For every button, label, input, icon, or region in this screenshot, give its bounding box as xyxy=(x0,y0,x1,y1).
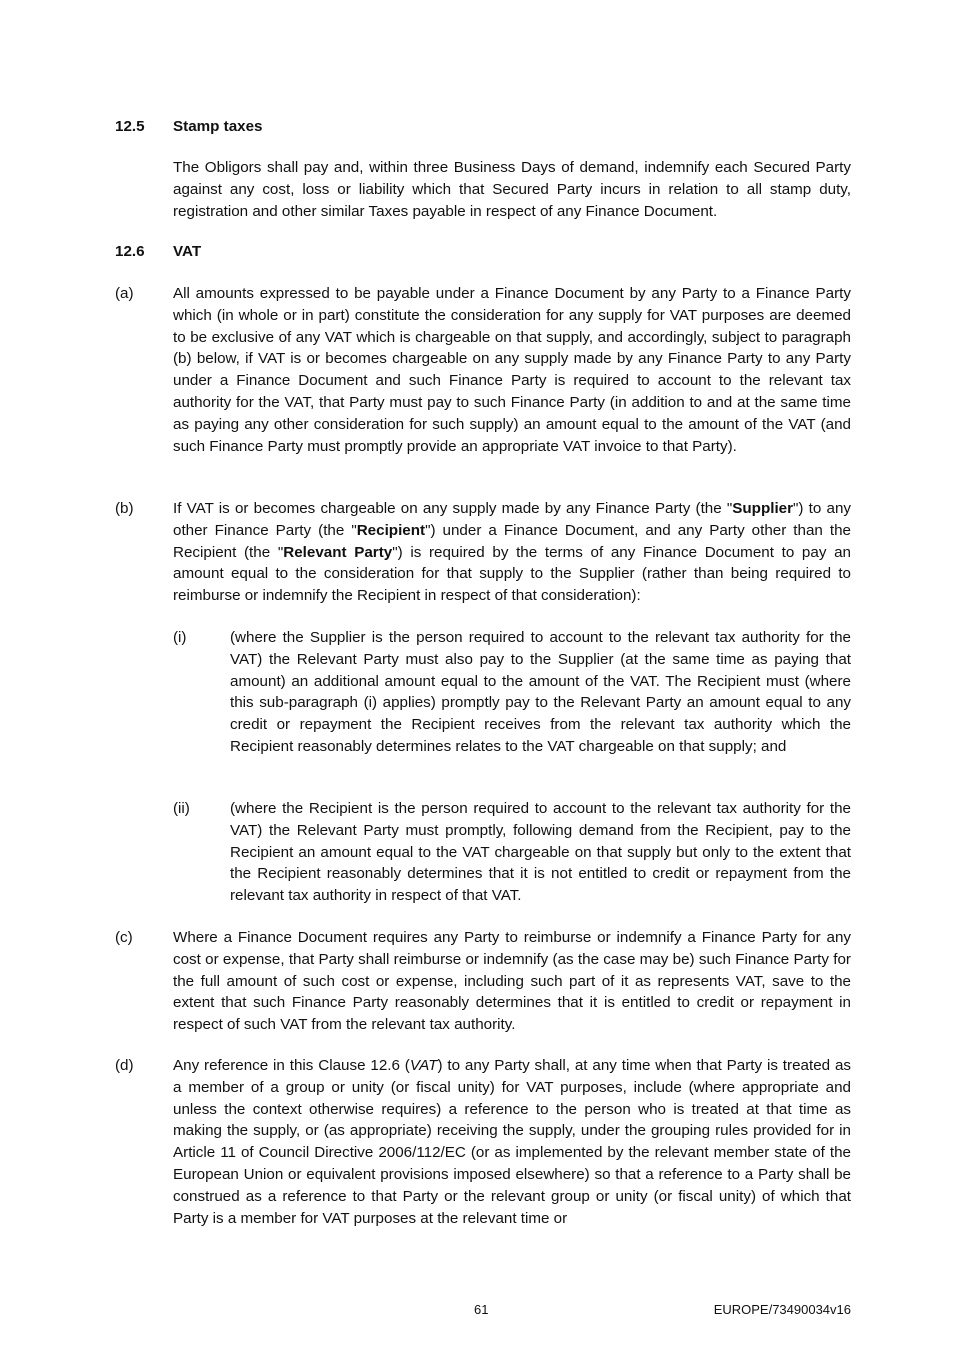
paragraph-label: (d) xyxy=(115,1057,134,1074)
text-run: If VAT is or becomes chargeable on any supply made by any Finance Party (the " xyxy=(173,500,733,517)
subparagraph-label: (ii) xyxy=(173,800,190,817)
section-heading: Stamp taxes xyxy=(173,118,263,135)
text-run: ) to any Party shall, at any time when that Party is treated as a member of a group or unity (or fiscal unity) for VAT purposes, include (where appropriate and unless the context otherwise requires) a reference to the person who is treated at that time as making the supply, or (as appropriate) receiving the supply, under the grouping rules provided for in Article 11 of Council Directive 2006/112/EC (or as implemented by the relevant member state of the European Union or equivalent provisions imposed elsewhere) so that a reference to a Party shall be construed as a reference to that Party or the relevant group or unity (or fiscal unity) of which that Party is a member for VAT purposes at the relevant time or xyxy=(173,1057,851,1227)
page-number: 61 xyxy=(474,1302,489,1317)
paragraph-c: Where a Finance Document requires any Party to reimburse or indemnify a Finance Party for any cost or expense, that Party shall reimburse or indemnify (as the case may be) such Finance Party for the full amount of such cost or expense, including such part of it as represents VAT, save to the extent that such Finance Party reasonably determines that it is entitled to credit or repayment in respect of such VAT from the relevant tax authority. xyxy=(173,929,851,1034)
paragraph-a: All amounts expressed to be payable under a Finance Document by any Party to a Finance Party which (in whole or in part) constitute the consideration for any supply for VAT purposes are deemed to be exclusive of any VAT which is chargeable on that supply, and accordingly, subject to paragraph (b) below, if VAT is or becomes chargeable on any supply made by any Finance Party to any Party under a Finance Document and such Finance Party is required to account to the relevant tax authority for the VAT, that Party must pay to such Finance Party (in addition to and at the same time as paying any other consideration for such supply) an amount equal to the amount of the VAT (and such Finance Party must promptly provide an appropriate VAT invoice to that Party). xyxy=(173,285,851,455)
section-number: 12.5 xyxy=(115,118,145,135)
text-run: ") under a Finance Document, and any Party other than the Recipient (the " xyxy=(173,521,851,561)
text-run: ") to any other Finance Party (the " xyxy=(173,500,851,539)
section-heading: VAT xyxy=(173,243,202,260)
paragraph-b xyxy=(173,498,851,607)
text-run: Any reference in this Clause 12.6 ( xyxy=(173,1057,410,1074)
paragraph-label: (a) xyxy=(115,285,134,302)
text-run: ") is required by the terms of any Finance Document to pay an amount equal to the consideration for that supply to the Supplier (rather than being required to reimburse or indemnify the Recipient in respect of that consideration): xyxy=(173,543,851,605)
paragraph-label: (b) xyxy=(115,500,134,517)
defined-term-supplier: Supplier xyxy=(732,500,794,517)
defined-term-relevant-party: Relevant Party xyxy=(283,543,393,561)
subparagraph-label: (i) xyxy=(173,629,187,646)
subparagraph-ii: (where the Recipient is the person required to account to the relevant tax authority for the VAT) the Relevant Party must promptly, following demand from the Recipient, pay to the Recipient an amount equal to the VAT chargeable on that supply but only to the extent that the Recipient reasonably determines that it is not entitled to credit or repayment from the relevant tax authority in respect of that VAT. xyxy=(230,800,851,905)
paragraph-d xyxy=(173,1055,851,1229)
italic-clause-title: VAT xyxy=(409,1057,438,1074)
section-paragraph: The Obligors shall pay and, within three Business Days of demand, indemnify each Secured Party against any cost, loss or liability which that Secured Party incurs in relation to all stamp duty, registration and other similar Taxes payable in respect of any Finance Document. xyxy=(173,159,851,220)
section-number: 12.6 xyxy=(115,243,145,260)
defined-term-recipient: Recipient xyxy=(356,521,426,539)
paragraph-label: (c) xyxy=(115,929,133,946)
document-reference: EUROPE/73490034v16 xyxy=(713,1302,851,1317)
subparagraph-i: (where the Supplier is the person required to account to the relevant tax authority for the VAT) the Relevant Party must also pay to the Supplier (at the same time as paying that amount) an additional amount equal to the amount of the VAT. The Recipient must (where this sub-paragraph (i) applies) promptly pay to the Relevant Party an amount equal to any credit or repayment the Recipient receives from the relevant tax authority which the Recipient reasonably determines relates to the VAT chargeable on that supply; and xyxy=(230,629,851,755)
